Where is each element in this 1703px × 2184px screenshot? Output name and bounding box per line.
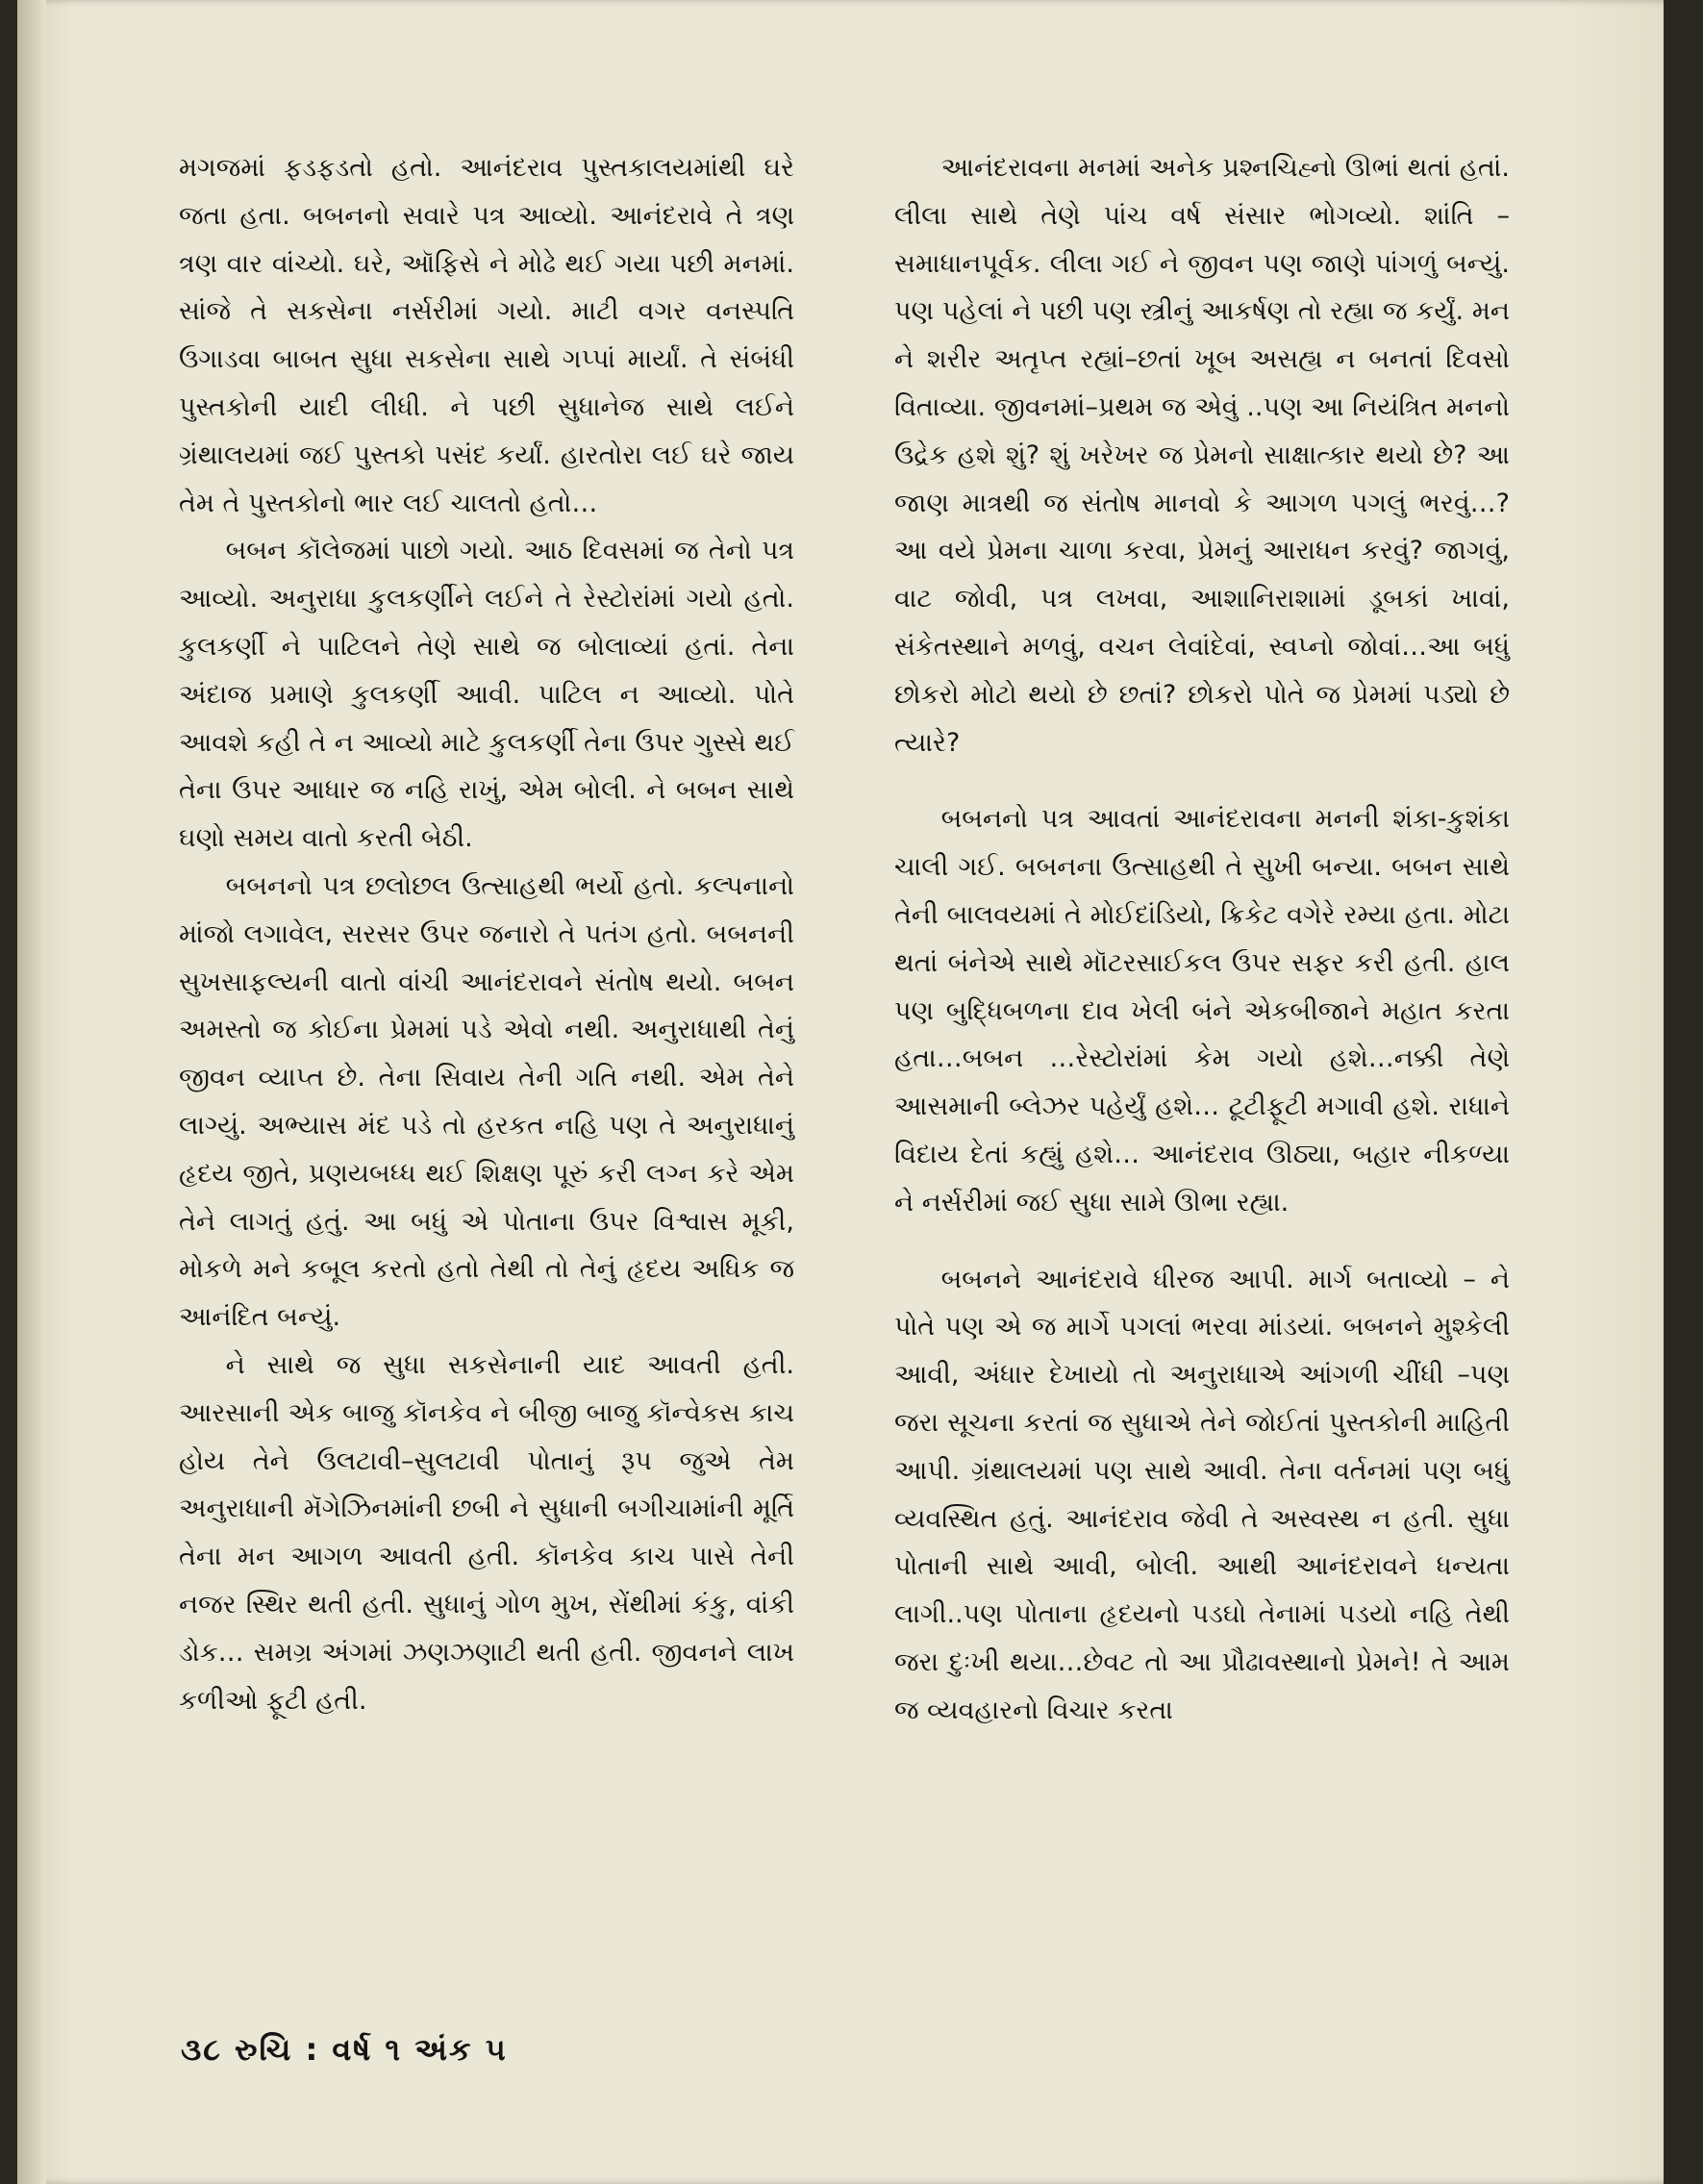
left-paragraph-2: બબન કૉલેજમાં પાછો ગયો. આઠ દિવસમાં જ તેનો પત્ર આવ્યો. અનુરાધા કુલકર્ણીને લઈને તે રેસ્ટોરાંમાં ગયો હતો. કુલકર્ણી ને પાટિલને તેણે સાથે જ બોલાવ્યાં હતાં. તેના અંદાજ પ્રમાણે કુલકર્ણી આવી. પાટિલ ન આવ્યો. પોતે આવશે કહી તે ન આવ્યો માટે કુલકર્ણી તેના ઉપર ગુસ્સે થઈ તેના ઉપર આધાર જ નહિ રાખું, એમ બોલી. ને બબન સાથે ઘણો સમય વાતો કરતી બેઠી. — [179, 536, 794, 854]
page-footer: ૩૮ રુચિ : વર્ષ ૧ અંક ૫ — [181, 2031, 508, 2068]
left-column — [179, 144, 794, 1724]
right-paragraph-2: બબનનો પત્ર આવતાં આનંદરાવના મનની શંકા-કુશંકા ચાલી ગઈ. બબનના ઉત્સાહથી તે સુખી બન્યા. બબન સાથે તેની બાલવયમાં તે મોઈદાંડિયો, ક્રિકેટ વગેરે રમ્યા હતા. મોટા થતાં બંનેએ સાથે મૉટરસાઈકલ ઉપર સફર કરી હતી. હાલ પણ બુદ્ધિબળના દાવ ખેલી બંને એકબીજાને મહાત કરતા હતા…બબન …રેસ્ટોરાંમાં કેમ ગયો હશે…નક્કી તેણે આસમાની બ્લેઝર પહેર્યું હશે… ટૂટીફૂટી મગાવી હશે. રાધાને વિદાય દેતાં કહ્યું હશે… આનંદરાવ ઊઠ્યા, બહાર નીકળ્યા ને નર્સરીમાં જઈ સુધા સામે ઊભા રહ્યા. — [894, 804, 1510, 1218]
left-paragraph-4: ને સાથે જ સુધા સકસેનાની યાદ આવતી હતી. આરસાની એક બાજુ કૉનકેવ ને બીજી બાજુ કૉન્વેકસ કાચ હોય તેને ઉલટાવી–સુલટાવી પોતાનું રૂપ જુએ તેમ અનુરાધાની મૅગેઝિનમાંની છબી ને સુધાની બગીચામાંની મૂર્તિ તેના મન આગળ આવતી હતી. કૉનકેવ કાચ પાસે તેની નજર સ્થિર થતી હતી. સુધાનું ગોળ મુખ, સેંથીમાં કંકુ, વાંકી ડોક… સમગ્ર અંગમાં ઝણઝણાટી થતી હતી. જીવનને લાખ કળીઓ ફૂટી હતી. — [179, 1349, 794, 1716]
right-paragraph-3: બબનને આનંદરાવે ધીરજ આપી. માર્ગ બતાવ્યો – ને પોતે પણ એ જ માર્ગે પગલાં ભરવા માંડયાં. બબનને મુશ્કેલી આવી, અંધાર દેખાયો તો અનુરાધાએ આંગળી ચીંધી –પણ જરા સૂચના કરતાં જ સુધાએ તેને જોઈતાં પુસ્તકોની માહિતી આપી. ગ્રંથાલયમાં પણ સાથે આવી. તેના વર્તનમાં પણ બધું વ્યવસ્થિત હતું. આનંદરાવ જેવી તે અસ્વસ્થ ન હતી. સુધા પોતાની સાથે આવી, બોલી. આથી આનંદરાવને ધન્યતા લાગી..પણ પોતાના હૃદયનો પડઘો તેનામાં પડયો નહિ તેથી જરા દુઃખી થયા…છેવટ તો આ પ્રૌઢાવસ્થાનો પ્રેમને! તે આમ જ વ્યવહારનો વિચાર કરતા — [894, 1264, 1510, 1725]
page-spine — [17, 0, 46, 2184]
right-column — [894, 144, 1510, 1735]
left-paragraph-3: બબનનો પત્ર છલોછલ ઉત્સાહથી ભર્યો હતો. કલ્પનાનો માંજો લગાવેલ, સરસર ઉપર જનારો તે પતંગ હતો. બબનની સુખસાફલ્યની વાતો વાંચી આનંદરાવને સંતોષ થયો. બબન અમસ્તો જ કોઈના પ્રેમમાં પડે એવો નથી. અનુરાધાથી તેનું જીવન વ્યાપ્ત છે. તેના સિવાય તેની ગતિ નથી. એમ તેને લાગ્યું. અભ્યાસ મંદ પડે તો હરકત નહિ પણ તે અનુરાધાનું હૃદય જીતે, પ્રણયબધ્ધ થઈ શિક્ષણ પૂરું કરી લગ્ન કરે એમ તેને લાગતું હતું. આ બધું એ પોતાના ઉપર વિશ્વાસ મૂકી, મોકળે મને કબૂલ કરતો હતો તેથી તો તેનું હૃદય અધિક જ આનંદિત બન્યું. — [179, 870, 794, 1333]
left-paragraph-1: મગજમાં ફડફડતો હતો. આનંદરાવ પુસ્તકાલયમાંથી ઘરે જતા હતા. બબનનો સવારે પત્ર આવ્યો. આનંદરાવે તે ત્રણ ત્રણ વાર વાંચ્યો. ઘરે, ઑફિસે ને મોઢે થઈ ગયા પછી મનમાં. સાંજે તે સકસેના નર્સરીમાં ગયો. માટી વગર વનસ્પતિ ઉગાડવા બાબત સુધા સકસેના સાથે ગપ્પાં માર્યાં. તે સંબંધી પુસ્તકોની યાદી લીધી. ને પછી સુધાનેજ સાથે લઈને ગ્રંથાલયમાં જઈ પુસ્તકો પસંદ કર્યાં. હારતોરા લઈ ઘરે જાય તેમ તે પુસ્તકોનો ભાર લઈ ચાલતો હતો… — [179, 153, 794, 518]
right-paragraph-1: આનંદરાવના મનમાં અનેક પ્રશ્નચિહ્નો ઊભાં થતાં હતાં. લીલા સાથે તેણે પાંચ વર્ષ સંસાર ભોગવ્યો. શાંતિ – સમાધાનપૂર્વક. લીલા ગઈ ને જીવન પણ જાણે પાંગળું બન્યું. પણ પહેલાં ને પછી પણ સ્ત્રીનું આકર્ષણ તો રહ્યા જ કર્યું. મન ને શરીર અતૃપ્ત રહ્યાં–છતાં ખૂબ અસહ્ય ન બનતાં દિવસો વિતાવ્યા. જીવનમાં–પ્રથમ જ એવું ..પણ આ નિયંત્રિત મનનો ઉદ્રેક હશે શું? શું ખરેખર જ પ્રેમનો સાક્ષાત્કાર થયો છે? આ જાણ માત્રથી જ સંતોષ માનવો કે આગળ પગલું ભરવું…? આ વયે પ્રેમના ચાળા કરવા, પ્રેમનું આરાધન કરવું? જાગવું, વાટ જોવી, પત્ર લખવા, આશાનિરાશામાં ડૂબકાં ખાવાં, સંકેતસ્થાને મળવું, વચન લેવાંદેવાં, સ્વપ્નો જોવાં…આ બધું છોકરો મોટો થયો છે છતાં? છોકરો પોતે જ પ્રેમમાં પડ્યો છે ત્યારે? — [894, 153, 1510, 758]
